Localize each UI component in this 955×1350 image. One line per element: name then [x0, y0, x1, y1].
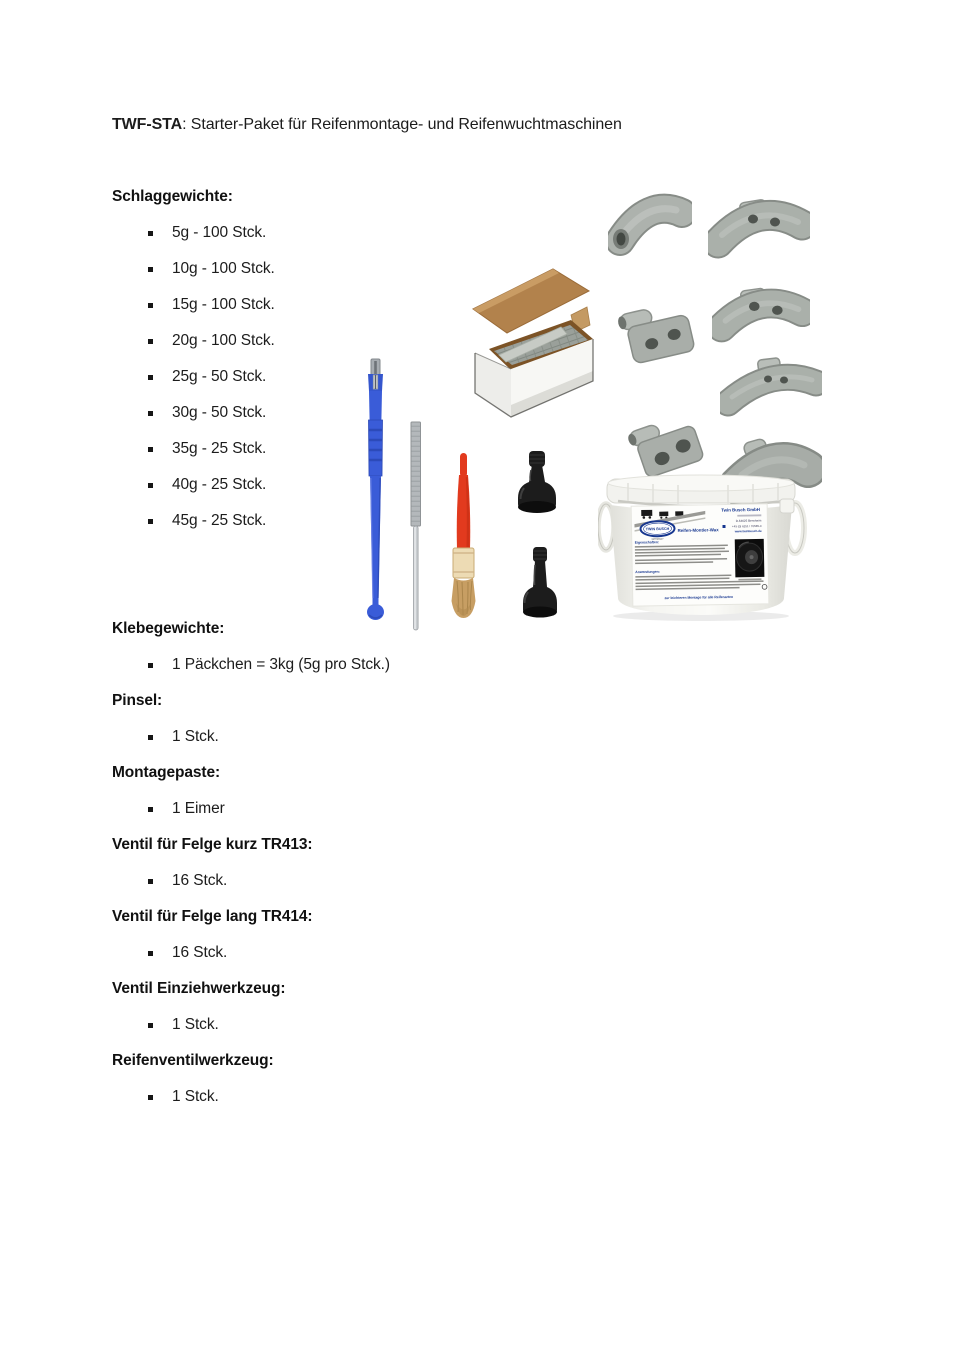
bullet-square-icon [148, 483, 153, 488]
product-figure [340, 165, 955, 650]
list-item-text: 25g - 50 Stck. [172, 368, 267, 385]
list-item-text: 40g - 25 Stck. [172, 476, 267, 493]
adhesive-weight-box-image [465, 263, 601, 423]
section [112, 683, 532, 755]
list-item [112, 791, 532, 827]
bullet-square-icon [148, 951, 153, 956]
bullet-square-icon [148, 375, 153, 380]
list-item [112, 719, 532, 755]
list-item-text: 1 Eimer [172, 800, 225, 817]
paste-brush-image [449, 451, 478, 623]
section-heading: Ventil Einziehwerkzeug: [112, 980, 286, 997]
bullet-square-icon [148, 231, 153, 236]
list-item-text: 1 Stck. [172, 728, 219, 745]
bullet-square-icon [148, 411, 153, 416]
label-phone: +49 (0) 6251 / 70585-0 [731, 523, 762, 529]
label-footer: zur leichteren Montage für alle Reifenarten [664, 594, 734, 601]
bullet-square-icon [148, 267, 153, 272]
list-item-text: 35g - 25 Stck. [172, 440, 267, 457]
section-heading: Ventil für Felge lang TR414: [112, 908, 313, 925]
section [112, 755, 532, 827]
section-heading: Reifenventilwerkzeug: [112, 1052, 274, 1069]
list-item-text: 16 Stck. [172, 944, 228, 961]
list-item-text: 1 Päckchen = 3kg (5g pro Stck.) [172, 656, 390, 673]
section [112, 899, 532, 971]
section [112, 1043, 532, 1115]
page-title-text: : Starter-Paket für Reifenmontage- und Reifenwuchtmaschinen [182, 116, 622, 133]
list-item-text: 1 Stck. [172, 1088, 219, 1105]
list-item [112, 1079, 532, 1115]
clip-weight-image [608, 187, 692, 263]
section [112, 971, 532, 1043]
list-item-text: 15g - 100 Stck. [172, 296, 275, 313]
section-heading: Montagepaste: [112, 764, 221, 781]
clip-weight-image [712, 277, 810, 355]
product-code: TWF-STA [112, 116, 183, 133]
list-item-text: 10g - 100 Stck. [172, 260, 275, 277]
list-item [112, 647, 532, 683]
valve-fitting-tool-image [364, 358, 387, 623]
brand-country-text: GERMANY [651, 537, 664, 541]
bullet-square-icon [148, 519, 153, 524]
bullet-square-icon [148, 303, 153, 308]
snap-in-valve-long-image [519, 545, 561, 623]
clip-weight-image [708, 191, 810, 267]
bullet-square-icon [148, 447, 153, 452]
bullet-square-icon [148, 807, 153, 812]
file-tool-image [407, 420, 425, 635]
label-product-name: Reifen-Montier-Wax [677, 527, 719, 533]
list-item-text: 5g - 100 Stck. [172, 224, 267, 241]
list-item-text: 16 Stck. [172, 872, 228, 889]
list-item [112, 863, 532, 899]
section-heading: Pinsel: [112, 692, 163, 709]
mounting-paste-bucket-image [598, 471, 810, 623]
bullet-square-icon [148, 735, 153, 740]
page-title [112, 110, 622, 140]
clip-weight-image [615, 289, 701, 373]
section-heading: Ventil für Felge kurz TR413: [112, 836, 313, 853]
snap-in-valve-short-image [516, 448, 558, 518]
label-applications-heading: Anwendungen: [635, 569, 660, 575]
list-item-text: 30g - 50 Stck. [172, 404, 267, 421]
list-item-text: 20g - 100 Stck. [172, 332, 275, 349]
list-item-text: 1 Stck. [172, 1016, 219, 1033]
list-item [112, 1007, 532, 1043]
label-properties-heading: Eigenschaften: [634, 540, 660, 545]
bullet-square-icon [148, 879, 153, 884]
list-item [112, 935, 532, 971]
list-item-text: 45g - 25 Stck. [172, 512, 267, 529]
bullet-square-icon [148, 1095, 153, 1100]
label-website: www.twinbusch.de [734, 528, 762, 534]
label-company: Twin Busch GmbH [721, 506, 760, 513]
section [112, 827, 532, 899]
bullet-square-icon [148, 663, 153, 668]
section-heading: Klebegewichte: [112, 620, 225, 637]
bullet-square-icon [148, 339, 153, 344]
section-heading: Schlaggewichte: [112, 188, 233, 205]
bullet-square-icon [148, 1023, 153, 1028]
clip-weight-image [720, 353, 822, 425]
label-city: D-64625 Bensheim [735, 518, 762, 523]
brand-logo-text: TWIN BUSCH [645, 526, 670, 532]
